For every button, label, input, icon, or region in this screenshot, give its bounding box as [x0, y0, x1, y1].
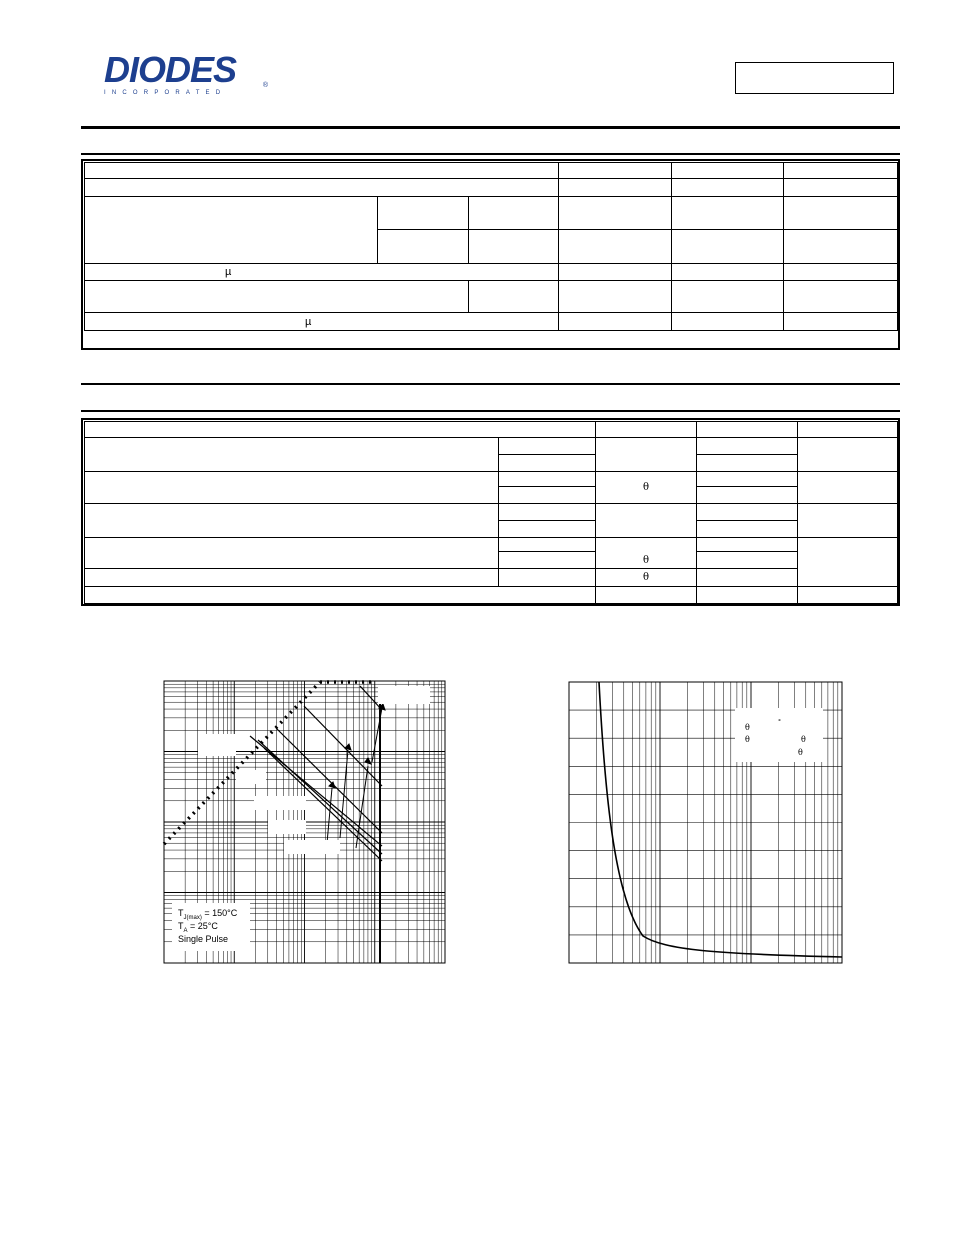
theta-symbol: θ	[642, 482, 650, 493]
table-row	[85, 438, 898, 455]
label-box	[198, 734, 236, 756]
degree-label: °	[778, 719, 781, 726]
label-box	[268, 820, 306, 834]
table-row	[85, 472, 898, 487]
ratings-table	[84, 162, 898, 331]
table-row	[85, 264, 898, 281]
table-row	[85, 538, 898, 552]
table-row	[85, 197, 898, 230]
micro-symbol: µ	[305, 315, 312, 328]
table-row	[85, 281, 898, 313]
rds-limit-line	[164, 682, 320, 844]
part-number-box	[735, 62, 894, 94]
theta-symbol: θ	[642, 555, 650, 566]
registered-mark: ®	[262, 82, 268, 89]
label-box	[284, 840, 340, 854]
label-box	[236, 770, 266, 784]
micro-symbol: µ	[225, 266, 232, 278]
header-rule	[81, 126, 900, 129]
table-row	[85, 422, 898, 438]
table-row	[85, 179, 898, 197]
label-arrows	[326, 704, 385, 854]
soa-chart	[160, 678, 450, 968]
thermal-table	[84, 421, 898, 604]
section2-rule	[81, 410, 900, 412]
logo-subtitle: INCORPORATED	[104, 90, 227, 96]
ta-legend: $T_A = 25^\circ C$	[178, 921, 218, 934]
logo-wordmark: DIODES	[104, 49, 237, 90]
label-box	[378, 686, 430, 704]
theta-label: θ	[745, 723, 750, 732]
label-box	[254, 796, 306, 810]
table-row	[85, 313, 898, 331]
diodes-logo	[104, 49, 272, 98]
table-row	[85, 504, 898, 521]
tj-legend: $T_{J(max)} = 150^\circ C$	[178, 908, 238, 921]
table-row	[85, 587, 898, 604]
theta-label: θ	[798, 748, 803, 757]
section2-top-rule	[81, 383, 900, 385]
section1-rule	[81, 153, 900, 155]
theta-label: θ	[745, 735, 750, 744]
theta-label: θ	[801, 735, 806, 744]
theta-symbol: θ	[642, 572, 650, 583]
table-row	[85, 163, 898, 179]
power-chart	[565, 678, 847, 968]
table-row	[85, 569, 898, 587]
pulse-legend: Single Pulse	[178, 934, 229, 944]
